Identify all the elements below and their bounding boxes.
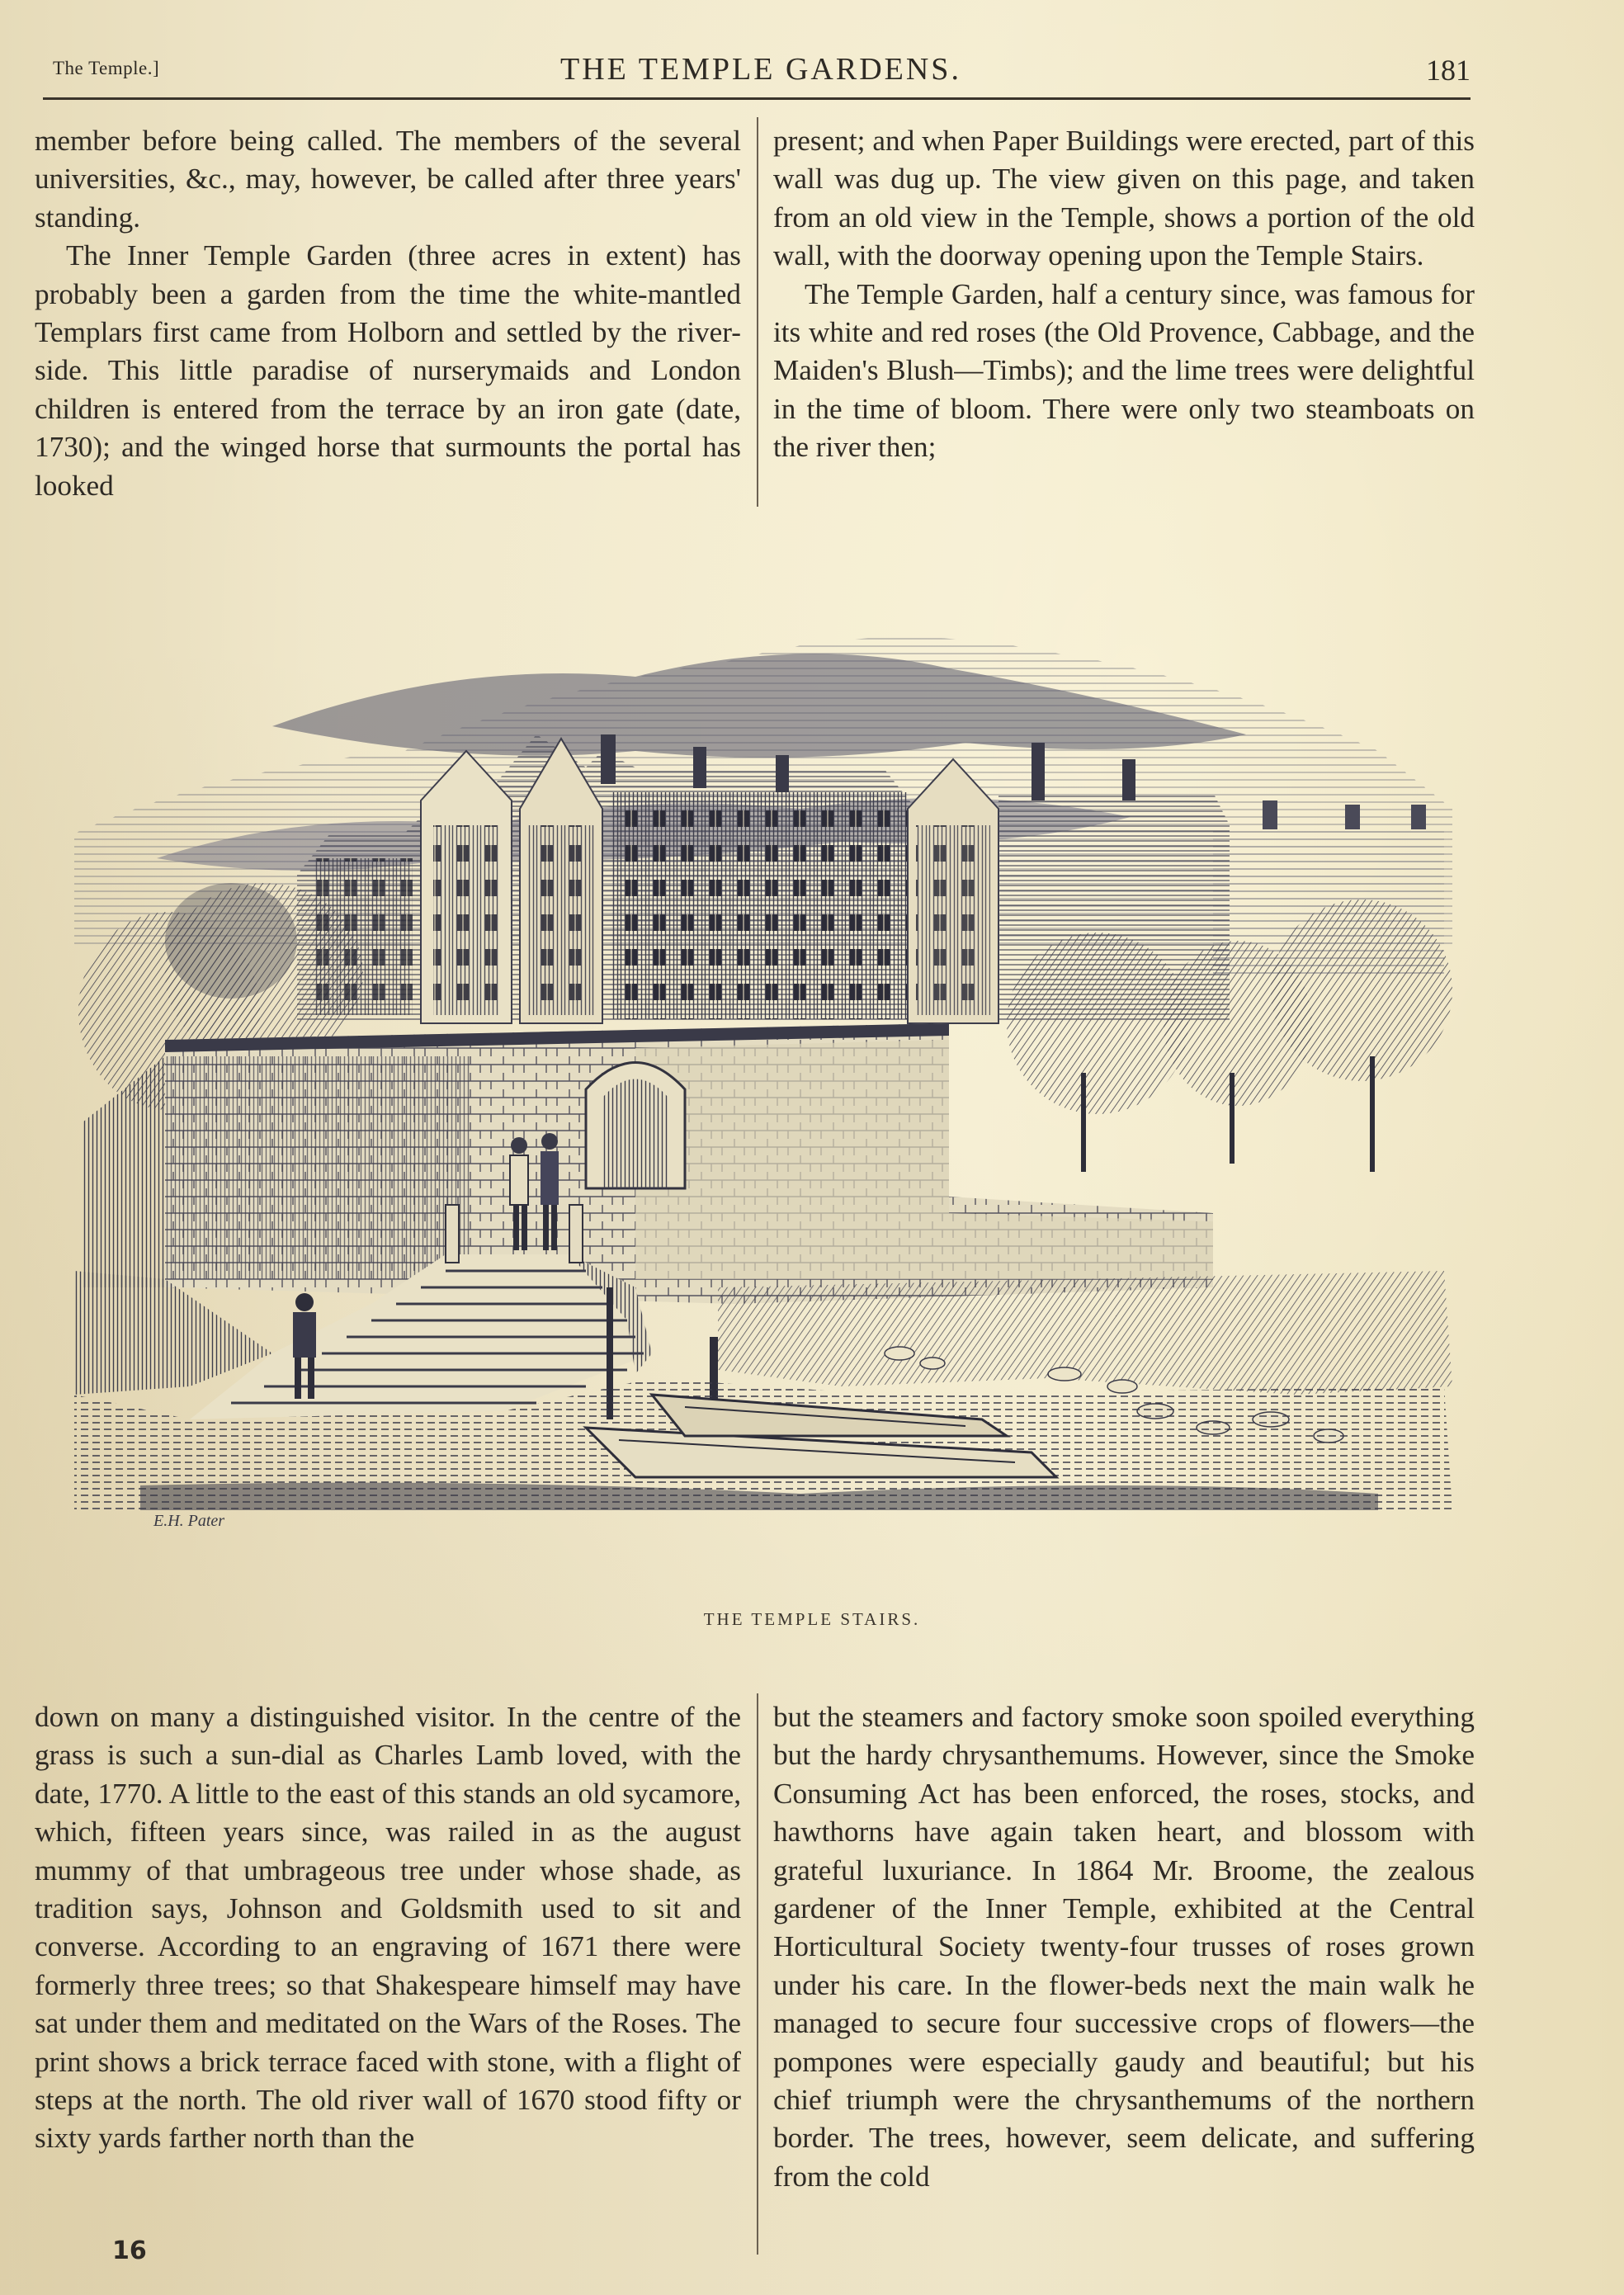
top-right-column (773, 122, 1475, 467)
running-head-title: THE TEMPLE GARDENS. (560, 52, 961, 87)
running-head (51, 50, 1471, 96)
column-divider (757, 117, 758, 507)
bottom-right-column (773, 1698, 1475, 2196)
top-left-column (35, 122, 741, 505)
page-number: 181 (1426, 54, 1471, 87)
column-divider (757, 1693, 758, 2255)
engraver-signature: E.H. Pater (153, 1512, 225, 1530)
signature-folio: 16 (112, 2236, 147, 2265)
paragraph: down on many a distinguished visitor. In the centre of the grass is such a sun-dial as Charles Lamb loved, with the date, 1770. A little to the east of this stands an old sycamore, which, fifteen years since, was railed in as the august mummy of that umbrageous tree under whose shade, as tradition says, Johnson and Goldsmith used to sit and converse. According to an engraving of 1671 there were formerly three trees; so that Shakespeare himself may have sat under them and meditated on the Wars of the Roses. The print shows a brick terrace faced with stone, with a flight of steps at the north. The old river wall of 1670 stood fifty or sixty yards farther north than the (35, 1701, 741, 2155)
running-head-section: The Temple.] (53, 58, 160, 78)
paragraph: but the steamers and factory smoke soon spoiled everything but the hardy chrysanthemums. However, since the Smoke Consuming Act has been enforced, the roses, stocks, and hawthorns have again taken heart, and blossom with grateful luxuriance. In 1864 Mr. Broome, the zealous gardener of the Inner Temple, exhibited at the Central Horticultural Society twenty-four trusses of roses grown under his care. In the flower-beds next the main walk he managed to secure four successive crops of flowers—the pompones were especially gaudy and beautiful; but his chief triumph were the chrysanthemums of the northern border. The trees, however, seem delicate, and suffering from the cold (773, 1701, 1475, 2193)
header-rule (43, 97, 1471, 100)
engraving-image (58, 561, 1461, 1593)
temple-stairs-engraving (58, 561, 1461, 1593)
paragraph: The Inner Temple Garden (three acres in extent) has probably been a garden from the time the white-mantled Templars first came from Holborn and settled by the river-side. This little paradise of nurserymaids and London children is entered from the terrace by an iron gate (date, 1730); and the winged horse that surmounts the portal has looked (35, 239, 741, 502)
illustration-caption: THE TEMPLE STAIRS. (703, 1609, 921, 1629)
bottom-left-column (35, 1698, 741, 2158)
paragraph: member before being called. The members of the several universities, &c., may, however, be called after three years' standing. (35, 125, 741, 234)
paragraph: present; and when Paper Buildings were erected, part of this wall was dug up. The view given on this page, and taken from an old view in the Temple, shows a portion of the old wall, with the doorway opening upon the Temple Stairs. (773, 125, 1475, 272)
paragraph: The Temple Garden, half a century since, was famous for its white and red roses (the Old Provence, Cabbage, and the Maiden's Blush—Timbs); and the lime trees were delightful in the time of bloom. There were only two steamboats on the river then; (773, 277, 1475, 464)
